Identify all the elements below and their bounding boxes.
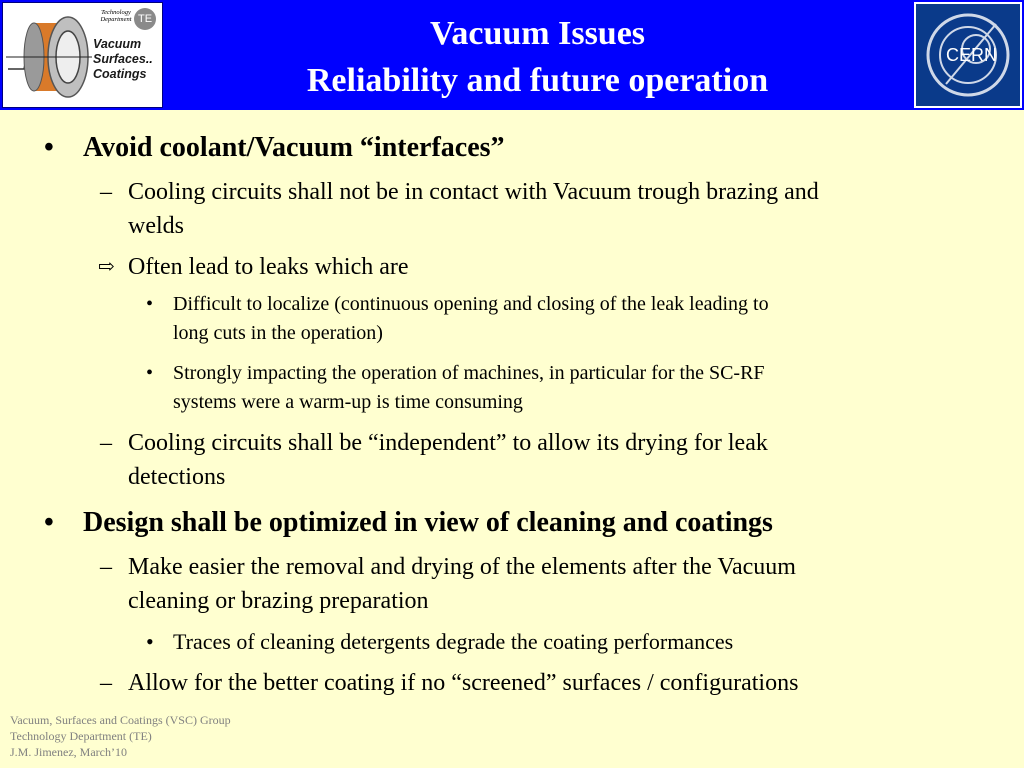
bullet-marker: • <box>146 629 154 654</box>
sub-bullet-text-line2: welds <box>128 213 184 239</box>
bullet-marker: • <box>146 362 154 384</box>
title-line-2: Reliability and future operation <box>306 62 769 99</box>
title-line-1: Vacuum Issues <box>429 15 646 52</box>
bullet-marker: • <box>44 507 54 538</box>
sub-sub-text-line1: Difficult to localize (continuous opening and closing of the leak leading to <box>173 293 769 315</box>
sub-sub-text-line2: long cuts in the operation) <box>173 322 383 344</box>
footer <box>10 712 231 760</box>
footer-line-2: Technology Department (TE) <box>10 729 152 743</box>
dash-marker: – <box>100 670 112 696</box>
sub-bullet-text-line1: Cooling circuits shall be “independent” to allow its drying for leak <box>128 430 768 456</box>
header-bar <box>0 0 1024 110</box>
sub-bullet-text-line1: Make easier the removal and drying of the elements after the Vacuum <box>128 554 796 580</box>
bullet-marker: • <box>44 132 54 163</box>
vacuum-flange-icon <box>6 9 92 105</box>
bullet-text: Avoid coolant/Vacuum “interfaces” <box>83 132 505 163</box>
bullet-text: Design shall be optimized in view of cleaning and coatings <box>83 507 773 538</box>
sub-bullet-text: Often lead to leaks which are <box>128 254 409 280</box>
dept-label: Technology Department <box>100 9 132 23</box>
cern-logo <box>914 2 1022 108</box>
bullet-marker: • <box>146 293 154 315</box>
sub-bullet-text: Allow for the better coating if no “screened” surfaces / configurations <box>128 670 799 696</box>
sub-sub-text: Traces of cleaning detergents degrade the coating performances <box>173 629 734 654</box>
sub-bullet-text-line2: cleaning or brazing preparation <box>128 588 429 614</box>
footer-line-3: J.M. Jimenez, March’10 <box>10 745 127 759</box>
sub-sub-text-line2: systems were a warm-up is time consuming <box>173 391 523 413</box>
sub-sub-text-line1: Strongly impacting the operation of machines, in particular for the SC-RF <box>173 362 765 384</box>
dash-marker: – <box>100 554 112 580</box>
vsc-logo <box>2 2 163 108</box>
dash-marker: – <box>100 430 112 456</box>
sub-bullet-text-line2: detections <box>128 464 226 490</box>
slide-title <box>170 10 905 104</box>
arrow-right-icon: ⇨ <box>98 256 115 278</box>
te-badge: TE <box>134 8 156 30</box>
dash-marker: – <box>100 179 112 205</box>
footer-line-1: Vacuum, Surfaces and Coatings (VSC) Group <box>10 713 231 727</box>
vsc-logo-text: Vacuum Surfaces.. Coatings <box>93 37 153 81</box>
cern-label: CERN <box>946 45 998 65</box>
cern-ring-icon <box>916 4 1020 106</box>
sub-bullet-text-line1: Cooling circuits shall not be in contact with Vacuum trough brazing and <box>128 179 819 205</box>
